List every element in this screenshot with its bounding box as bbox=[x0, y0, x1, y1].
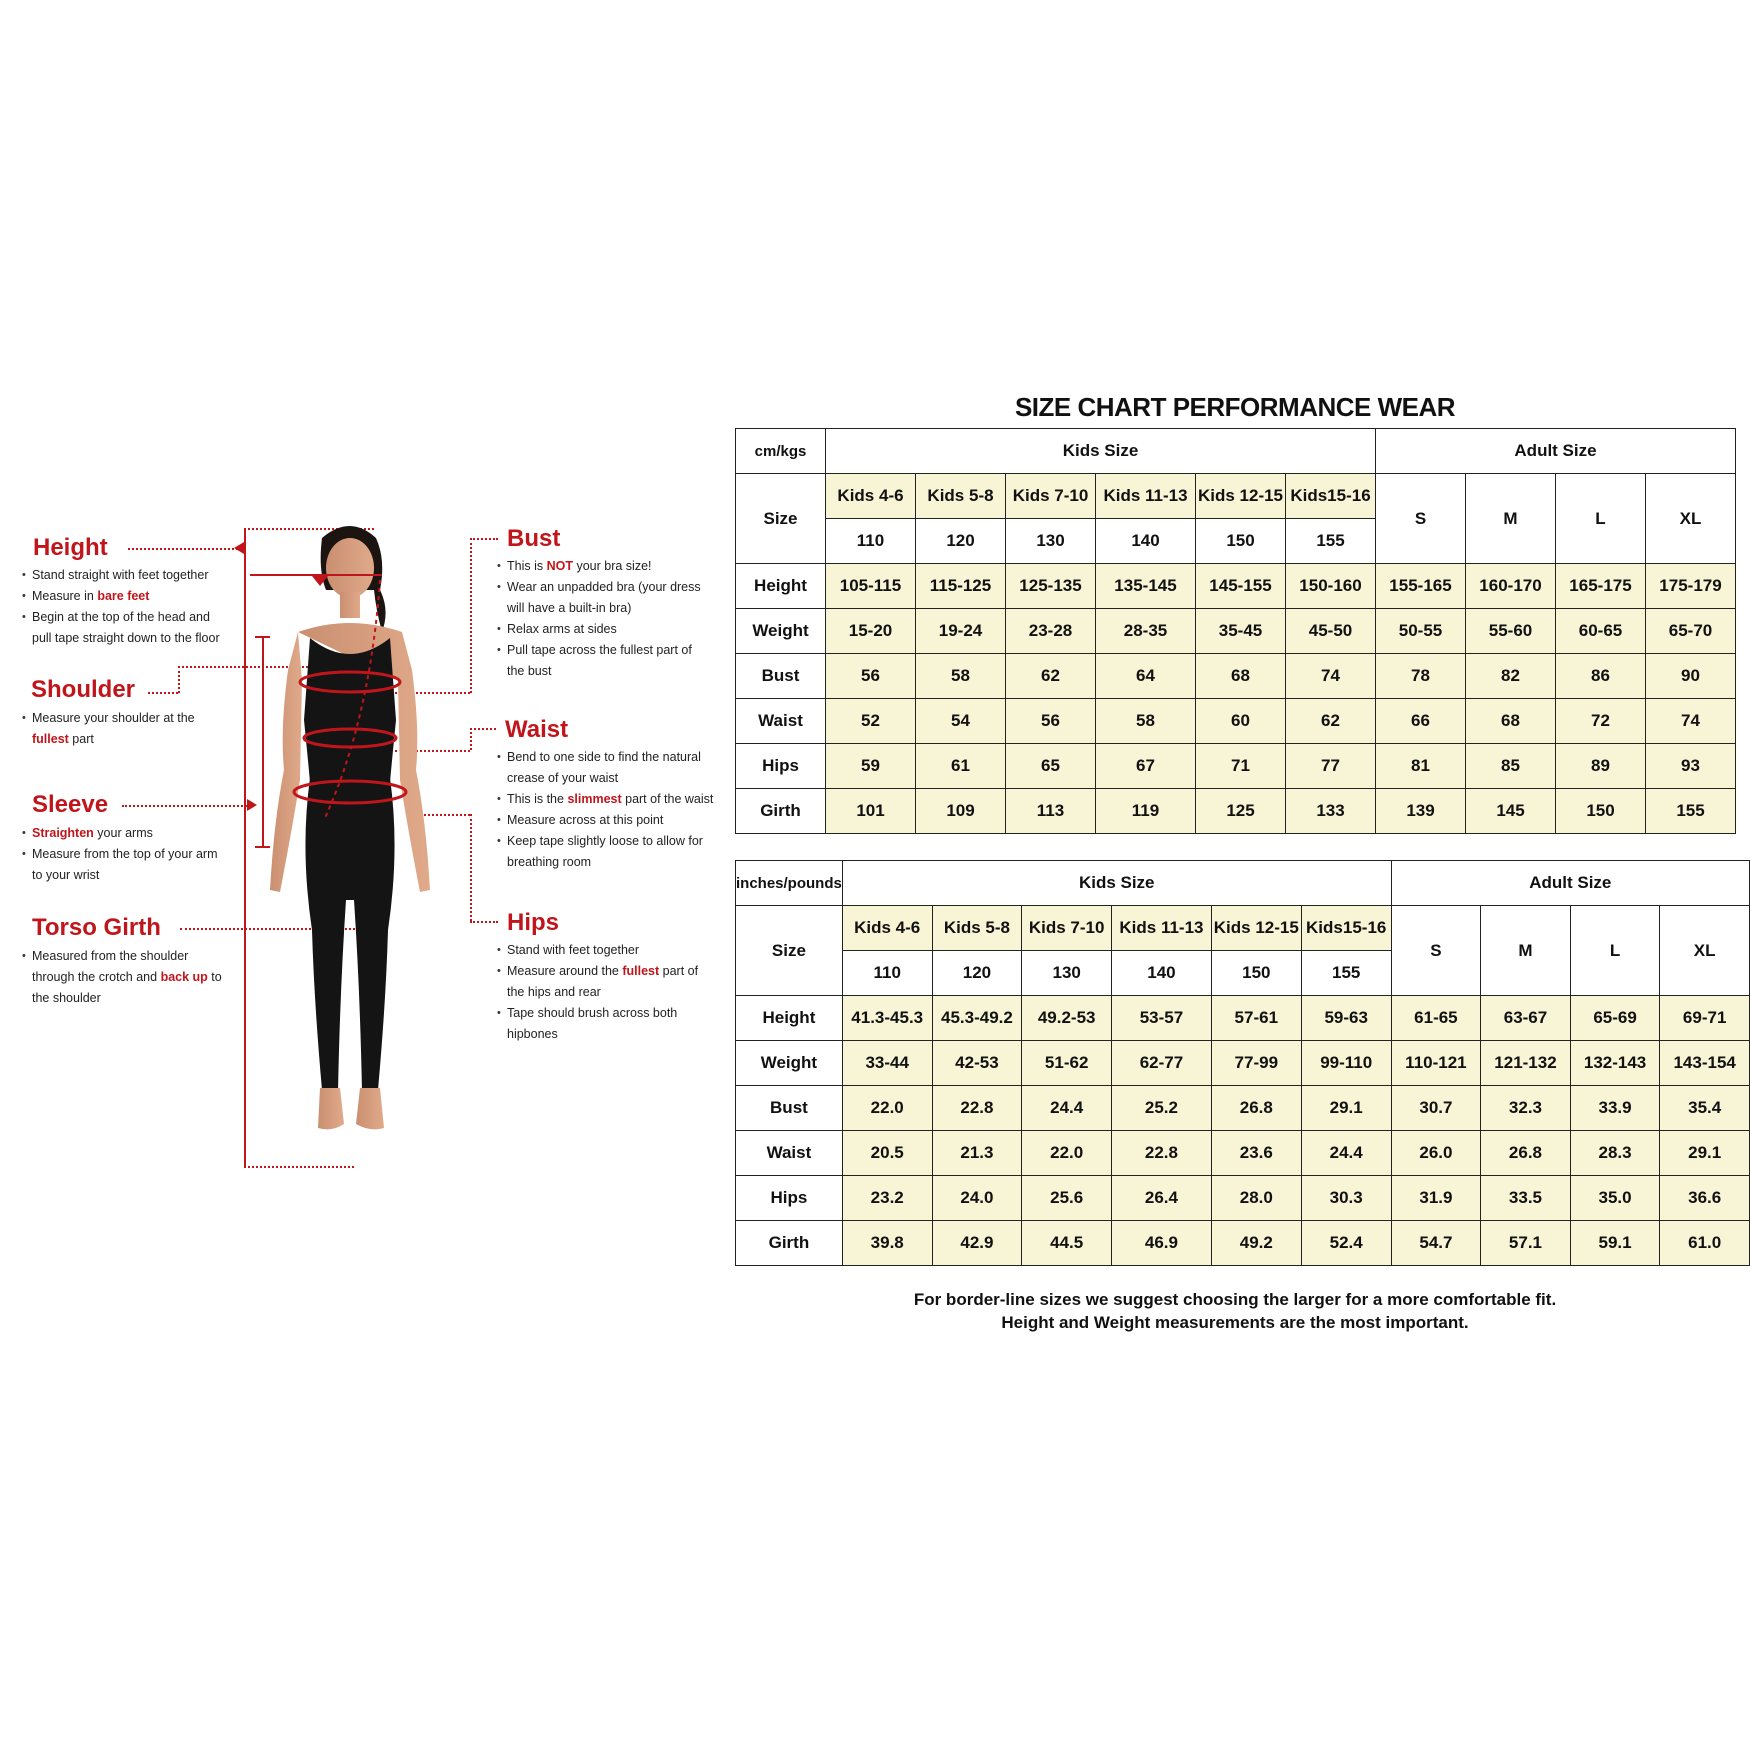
guide-bullet bbox=[22, 844, 227, 886]
table-cell: 22.8 bbox=[932, 1086, 1022, 1131]
hips-leader-line bbox=[470, 921, 498, 923]
waist-bullets bbox=[497, 747, 719, 873]
table-cell: 145-155 bbox=[1196, 564, 1286, 609]
table-cell: 22.0 bbox=[842, 1086, 932, 1131]
table-row bbox=[736, 1176, 1750, 1221]
bullet-text: Measure in bbox=[32, 589, 98, 603]
height-leader-line bbox=[128, 548, 238, 550]
kids-size-number: 140 bbox=[1096, 519, 1196, 564]
kids-size-name: Kids 12-15 bbox=[1196, 474, 1286, 519]
table-cell: 90 bbox=[1646, 654, 1736, 699]
table-cell: 25.6 bbox=[1022, 1176, 1112, 1221]
torso-girth-bullets bbox=[22, 946, 222, 1009]
bust-title: Bust bbox=[507, 525, 561, 552]
table-cell: 49.2-53 bbox=[1022, 996, 1112, 1041]
table-cell: 62-77 bbox=[1112, 1041, 1212, 1086]
table-cell: 35.4 bbox=[1660, 1086, 1750, 1131]
kids-size-name: Kids 12-15 bbox=[1211, 906, 1301, 951]
guide-bullet bbox=[497, 619, 712, 640]
row-label: Hips bbox=[736, 1176, 843, 1221]
sleeve-leader-line bbox=[122, 805, 247, 807]
guide-bullet bbox=[497, 831, 719, 873]
table-cell: 89 bbox=[1556, 744, 1646, 789]
table-cell: 28.3 bbox=[1570, 1131, 1660, 1176]
table-cell: 125 bbox=[1196, 789, 1286, 834]
table-cell: 24.0 bbox=[932, 1176, 1022, 1221]
table-cell: 61-65 bbox=[1391, 996, 1481, 1041]
kids-size-name: Kids 11-13 bbox=[1096, 474, 1196, 519]
guide-bullet bbox=[497, 789, 719, 810]
kids-size-name: Kids 11-13 bbox=[1112, 906, 1212, 951]
shoulder-leader-line bbox=[148, 692, 178, 694]
bullet-text: Bend to one side to find the natural crease of your waist bbox=[507, 750, 701, 785]
hips-bullets bbox=[497, 940, 707, 1045]
table-cell: 55-60 bbox=[1466, 609, 1556, 654]
bullet-text: Measure around the bbox=[507, 964, 623, 978]
table-cell: 67 bbox=[1096, 744, 1196, 789]
table-cell: 22.0 bbox=[1022, 1131, 1112, 1176]
bullet-text: This is bbox=[507, 559, 547, 573]
table-cell: 24.4 bbox=[1022, 1086, 1112, 1131]
adult-size-header: Adult Size bbox=[1376, 429, 1736, 474]
kids-size-number: 110 bbox=[826, 519, 916, 564]
guide-bullet bbox=[22, 565, 227, 586]
kids-size-number: 150 bbox=[1211, 951, 1301, 996]
table-cell: 58 bbox=[916, 654, 1006, 699]
highlight-text: slimmest bbox=[567, 792, 622, 806]
adult-size-name: S bbox=[1376, 474, 1466, 564]
table-cell: 101 bbox=[826, 789, 916, 834]
table-cell: 82 bbox=[1466, 654, 1556, 699]
bullet-text: Measure your shoulder at the bbox=[32, 711, 195, 725]
highlight-text: bare feet bbox=[97, 589, 150, 603]
table-cell: 59 bbox=[826, 744, 916, 789]
table-cell: 42.9 bbox=[932, 1221, 1022, 1266]
table-cell: 175-179 bbox=[1646, 564, 1736, 609]
table-cell: 145 bbox=[1466, 789, 1556, 834]
row-label: Waist bbox=[736, 1131, 843, 1176]
table-cell: 65-70 bbox=[1646, 609, 1736, 654]
table-cell: 56 bbox=[826, 654, 916, 699]
table-cell: 26.4 bbox=[1112, 1176, 1212, 1221]
bust-bullets bbox=[497, 556, 712, 682]
measurement-guide bbox=[0, 0, 730, 1750]
bust-leader-line bbox=[470, 538, 498, 540]
table-cell: 93 bbox=[1646, 744, 1736, 789]
height-bullets bbox=[22, 565, 227, 649]
waist-leader-line bbox=[470, 728, 496, 730]
guide-bullet bbox=[497, 577, 712, 619]
kids-size-name: Kids 7-10 bbox=[1022, 906, 1112, 951]
table-cell: 56 bbox=[1006, 699, 1096, 744]
table-cell: 26.8 bbox=[1211, 1086, 1301, 1131]
table-cell: 23.6 bbox=[1211, 1131, 1301, 1176]
table-cell: 45-50 bbox=[1286, 609, 1376, 654]
table-cell: 26.8 bbox=[1481, 1131, 1571, 1176]
bullet-text: Pull tape across the fullest part of the bust bbox=[507, 643, 692, 678]
table-cell: 57.1 bbox=[1481, 1221, 1571, 1266]
table-cell: 77-99 bbox=[1211, 1041, 1301, 1086]
table-row bbox=[736, 996, 1750, 1041]
bullet-text: Measured from the shoulder through the crotch and bbox=[32, 949, 189, 984]
kids-size-name: Kids 7-10 bbox=[1006, 474, 1096, 519]
table-cell: 66 bbox=[1376, 699, 1466, 744]
bullet-text: part bbox=[68, 732, 94, 746]
unit-label: inches/pounds bbox=[736, 861, 843, 906]
table-row bbox=[736, 1131, 1750, 1176]
size-table-imperial bbox=[735, 860, 1750, 1266]
table-cell: 29.1 bbox=[1660, 1131, 1750, 1176]
bullet-text: part of the waist bbox=[621, 792, 714, 806]
table-cell: 23.2 bbox=[842, 1176, 932, 1221]
table-cell: 110-121 bbox=[1391, 1041, 1481, 1086]
bullet-text: Begin at the top of the head and pull tape straight down to the floor bbox=[32, 610, 220, 645]
adult-size-header: Adult Size bbox=[1391, 861, 1749, 906]
table-cell: 62 bbox=[1286, 699, 1376, 744]
table-cell: 86 bbox=[1556, 654, 1646, 699]
guide-bullet bbox=[497, 1003, 707, 1045]
size-table-metric bbox=[735, 428, 1736, 834]
table-row bbox=[736, 654, 1736, 699]
table-cell: 25.2 bbox=[1112, 1086, 1212, 1131]
table-cell: 105-115 bbox=[826, 564, 916, 609]
table-cell: 59-63 bbox=[1301, 996, 1391, 1041]
highlight-text: fullest bbox=[32, 732, 69, 746]
table-cell: 132-143 bbox=[1570, 1041, 1660, 1086]
table-cell: 35-45 bbox=[1196, 609, 1286, 654]
table-cell: 51-62 bbox=[1022, 1041, 1112, 1086]
highlight-text: NOT bbox=[546, 559, 573, 573]
table-cell: 33.9 bbox=[1570, 1086, 1660, 1131]
table-cell: 74 bbox=[1286, 654, 1376, 699]
kids-size-header: Kids Size bbox=[826, 429, 1376, 474]
sleeve-title: Sleeve bbox=[32, 791, 109, 818]
table-cell: 52 bbox=[826, 699, 916, 744]
table-row bbox=[736, 699, 1736, 744]
bullet-text: your bra size! bbox=[572, 559, 652, 573]
table-cell: 49.2 bbox=[1211, 1221, 1301, 1266]
fit-note-line-2: Height and Weight measurements are the most important. bbox=[1001, 1313, 1469, 1332]
adult-size-name: M bbox=[1466, 474, 1556, 564]
guide-bullet bbox=[22, 823, 227, 844]
fit-note-line-1: For border-line sizes we suggest choosing the larger for a more comfortable fit. bbox=[913, 1290, 1557, 1309]
kids-size-name: Kids15-16 bbox=[1301, 906, 1391, 951]
row-label: Girth bbox=[736, 1221, 843, 1266]
guide-bullet bbox=[22, 607, 227, 649]
unit-label: cm/kgs bbox=[736, 429, 826, 474]
table-cell: 23-28 bbox=[1006, 609, 1096, 654]
table-cell: 52.4 bbox=[1301, 1221, 1391, 1266]
table-cell: 30.7 bbox=[1391, 1086, 1481, 1131]
table-row bbox=[736, 1086, 1750, 1131]
table-cell: 33.5 bbox=[1481, 1176, 1571, 1221]
guide-bullet bbox=[497, 556, 712, 577]
kids-size-number: 155 bbox=[1286, 519, 1376, 564]
table-cell: 74 bbox=[1646, 699, 1736, 744]
height-title: Height bbox=[33, 534, 108, 561]
table-cell: 65-69 bbox=[1570, 996, 1660, 1041]
table-cell: 30.3 bbox=[1301, 1176, 1391, 1221]
model-figure bbox=[240, 520, 460, 1180]
table-cell: 44.5 bbox=[1022, 1221, 1112, 1266]
table-cell: 77 bbox=[1286, 744, 1376, 789]
table-cell: 20.5 bbox=[842, 1131, 932, 1176]
table-cell: 121-132 bbox=[1481, 1041, 1571, 1086]
bullet-text: Stand straight with feet together bbox=[32, 568, 209, 582]
shoulder-title: Shoulder bbox=[31, 676, 136, 703]
table-cell: 69-71 bbox=[1660, 996, 1750, 1041]
table-cell: 50-55 bbox=[1376, 609, 1466, 654]
table-cell: 53-57 bbox=[1112, 996, 1212, 1041]
table-cell: 46.9 bbox=[1112, 1221, 1212, 1266]
guide-bullet bbox=[497, 961, 707, 1003]
kids-size-number: 120 bbox=[916, 519, 1006, 564]
guide-bullet bbox=[22, 946, 222, 1009]
table-cell: 81 bbox=[1376, 744, 1466, 789]
chart-title: SIZE CHART PERFORMANCE WEAR bbox=[1014, 392, 1456, 422]
highlight-text: fullest bbox=[622, 964, 660, 978]
size-label: Size bbox=[736, 906, 843, 996]
bullet-text: This is the bbox=[507, 792, 568, 806]
table-cell: 60-65 bbox=[1556, 609, 1646, 654]
table-cell: 119 bbox=[1096, 789, 1196, 834]
row-label: Weight bbox=[736, 609, 826, 654]
table-cell: 42-53 bbox=[932, 1041, 1022, 1086]
table-cell: 57-61 bbox=[1211, 996, 1301, 1041]
row-label: Bust bbox=[736, 1086, 843, 1131]
bullet-text: to the shoulder bbox=[32, 970, 222, 1005]
adult-size-name: L bbox=[1556, 474, 1646, 564]
table-cell: 21.3 bbox=[932, 1131, 1022, 1176]
table-cell: 39.8 bbox=[842, 1221, 932, 1266]
table-cell: 125-135 bbox=[1006, 564, 1096, 609]
sleeve-bullets bbox=[22, 823, 227, 886]
kids-size-name: Kids 4-6 bbox=[826, 474, 916, 519]
table-cell: 150 bbox=[1556, 789, 1646, 834]
guide-bullet bbox=[497, 640, 712, 682]
table-cell: 65 bbox=[1006, 744, 1096, 789]
row-label: Bust bbox=[736, 654, 826, 699]
adult-size-name: L bbox=[1570, 906, 1660, 996]
table-row bbox=[736, 609, 1736, 654]
table-cell: 29.1 bbox=[1301, 1086, 1391, 1131]
table-cell: 54.7 bbox=[1391, 1221, 1481, 1266]
table-cell: 135-145 bbox=[1096, 564, 1196, 609]
adult-size-name: S bbox=[1391, 906, 1481, 996]
bullet-text: Relax arms at sides bbox=[507, 622, 617, 636]
table-cell: 19-24 bbox=[916, 609, 1006, 654]
highlight-text: back up bbox=[160, 970, 208, 984]
table-row bbox=[736, 564, 1736, 609]
table-row bbox=[736, 789, 1736, 834]
table-row bbox=[736, 1041, 1750, 1086]
table-row bbox=[736, 744, 1736, 789]
table-cell: 155-165 bbox=[1376, 564, 1466, 609]
table-cell: 33-44 bbox=[842, 1041, 932, 1086]
row-label: Girth bbox=[736, 789, 826, 834]
table-cell: 71 bbox=[1196, 744, 1286, 789]
table-cell: 150-160 bbox=[1286, 564, 1376, 609]
table-cell: 60 bbox=[1196, 699, 1286, 744]
table-cell: 143-154 bbox=[1660, 1041, 1750, 1086]
table-cell: 32.3 bbox=[1481, 1086, 1571, 1131]
table-cell: 64 bbox=[1096, 654, 1196, 699]
kids-size-number: 140 bbox=[1112, 951, 1212, 996]
table-cell: 26.0 bbox=[1391, 1131, 1481, 1176]
table-cell: 109 bbox=[916, 789, 1006, 834]
kids-size-number: 120 bbox=[932, 951, 1022, 996]
table-cell: 61.0 bbox=[1660, 1221, 1750, 1266]
kids-size-number: 110 bbox=[842, 951, 932, 996]
kids-size-name: Kids 4-6 bbox=[842, 906, 932, 951]
adult-size-name: M bbox=[1481, 906, 1571, 996]
guide-bullet bbox=[497, 810, 719, 831]
table-cell: 155 bbox=[1646, 789, 1736, 834]
table-cell: 113 bbox=[1006, 789, 1096, 834]
kids-size-name: Kids 5-8 bbox=[916, 474, 1006, 519]
table-cell: 15-20 bbox=[826, 609, 916, 654]
bullet-text: Measure across at this point bbox=[507, 813, 664, 827]
kids-size-header: Kids Size bbox=[842, 861, 1391, 906]
row-label: Waist bbox=[736, 699, 826, 744]
row-label: Weight bbox=[736, 1041, 843, 1086]
bullet-text: part of the hips and rear bbox=[507, 964, 699, 999]
waist-title: Waist bbox=[505, 716, 569, 743]
kids-size-name: Kids 5-8 bbox=[932, 906, 1022, 951]
table-cell: 62 bbox=[1006, 654, 1096, 699]
highlight-text: Straighten bbox=[32, 826, 94, 840]
table-cell: 160-170 bbox=[1466, 564, 1556, 609]
table-cell: 31.9 bbox=[1391, 1176, 1481, 1221]
kids-size-number: 130 bbox=[1022, 951, 1112, 996]
table-cell: 78 bbox=[1376, 654, 1466, 699]
bullet-text: Wear an unpadded bra (your dress will have a built-in bra) bbox=[507, 580, 701, 615]
table-cell: 54 bbox=[916, 699, 1006, 744]
table-cell: 59.1 bbox=[1570, 1221, 1660, 1266]
fit-notes bbox=[735, 1288, 1735, 1334]
adult-size-name: XL bbox=[1660, 906, 1750, 996]
table-cell: 115-125 bbox=[916, 564, 1006, 609]
hips-title: Hips bbox=[507, 909, 560, 936]
table-cell: 63-67 bbox=[1481, 996, 1571, 1041]
table-cell: 28-35 bbox=[1096, 609, 1196, 654]
kids-size-name: Kids15-16 bbox=[1286, 474, 1376, 519]
table-cell: 22.8 bbox=[1112, 1131, 1212, 1176]
row-label: Hips bbox=[736, 744, 826, 789]
shoulder-bullets bbox=[22, 708, 222, 750]
guide-bullet bbox=[497, 747, 719, 789]
row-label: Height bbox=[736, 564, 826, 609]
table-cell: 45.3-49.2 bbox=[932, 996, 1022, 1041]
table-cell: 58 bbox=[1096, 699, 1196, 744]
table-cell: 99-110 bbox=[1301, 1041, 1391, 1086]
table-cell: 36.6 bbox=[1660, 1176, 1750, 1221]
bullet-text: Keep tape slightly loose to allow for breathing room bbox=[507, 834, 703, 869]
kids-size-number: 155 bbox=[1301, 951, 1391, 996]
bullet-text: your arms bbox=[93, 826, 153, 840]
bullet-text: Stand with feet together bbox=[507, 943, 640, 957]
kids-size-number: 150 bbox=[1196, 519, 1286, 564]
table-cell: 68 bbox=[1466, 699, 1556, 744]
table-cell: 24.4 bbox=[1301, 1131, 1391, 1176]
table-cell: 35.0 bbox=[1570, 1176, 1660, 1221]
table-cell: 72 bbox=[1556, 699, 1646, 744]
kids-size-number: 130 bbox=[1006, 519, 1096, 564]
table-cell: 165-175 bbox=[1556, 564, 1646, 609]
table-cell: 133 bbox=[1286, 789, 1376, 834]
table-cell: 61 bbox=[916, 744, 1006, 789]
guide-bullet bbox=[497, 940, 707, 961]
table-cell: 85 bbox=[1466, 744, 1556, 789]
table-cell: 139 bbox=[1376, 789, 1466, 834]
guide-bullet bbox=[22, 708, 222, 750]
table-cell: 28.0 bbox=[1211, 1176, 1301, 1221]
torso-girth-title: Torso Girth bbox=[32, 914, 161, 941]
guide-bullet bbox=[22, 586, 227, 607]
table-row bbox=[736, 1221, 1750, 1266]
row-label: Height bbox=[736, 996, 843, 1041]
size-label: Size bbox=[736, 474, 826, 564]
bullet-text: Measure from the top of your arm to your wrist bbox=[32, 847, 218, 882]
table-cell: 41.3-45.3 bbox=[842, 996, 932, 1041]
table-cell: 68 bbox=[1196, 654, 1286, 699]
bullet-text: Tape should brush across both hipbones bbox=[507, 1006, 678, 1041]
adult-size-name: XL bbox=[1646, 474, 1736, 564]
